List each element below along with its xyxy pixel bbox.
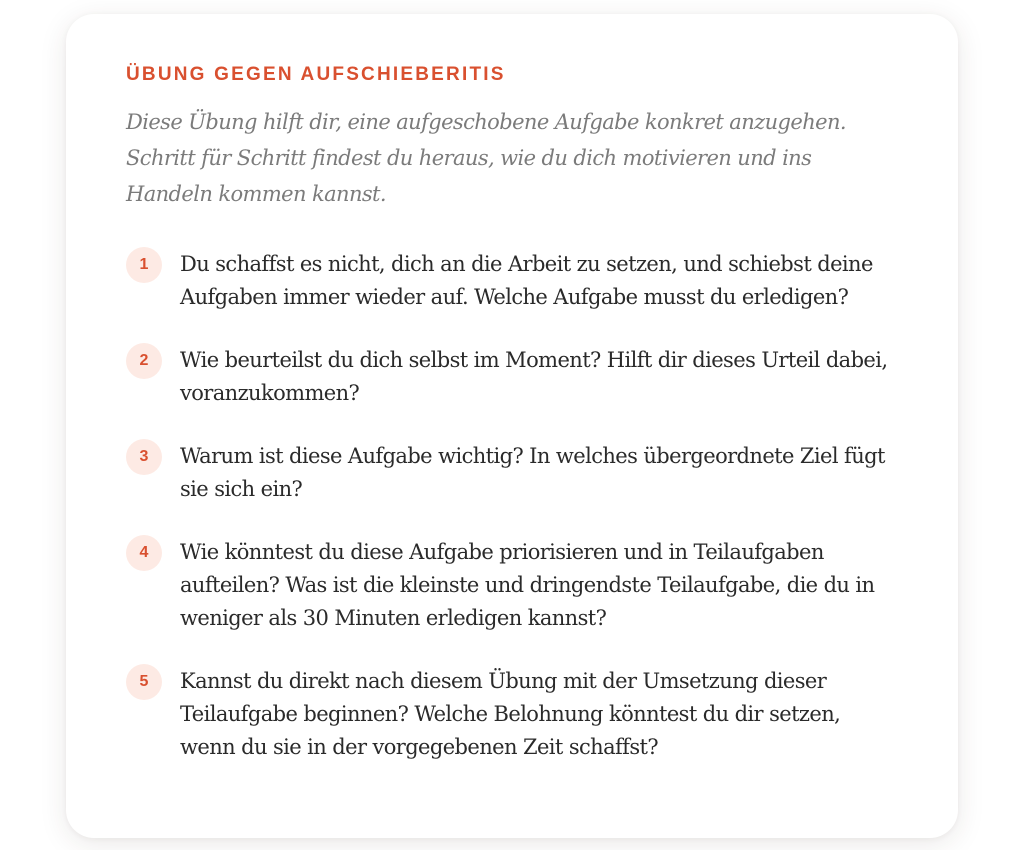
step-text: Du schaffst es nicht, dich an die Arbeit zu setzen, und schiebst deine Aufgaben immer wieder auf. Welche Aufgabe musst du erledigen? (180, 252, 873, 309)
step-number-badge: 2 (126, 343, 162, 379)
step-item-3 (126, 440, 898, 506)
step-item-1 (126, 248, 898, 314)
step-number-badge: 5 (126, 664, 162, 700)
step-text: Wie könntest du diese Aufgabe priorisieren und in Teilaufgaben aufteilen? Was ist die kleinste und dringendste Teilaufgabe, die du in weniger als 30 Minuten erledigen kannst? (180, 540, 875, 630)
exercise-card (66, 14, 958, 838)
exercise-intro: Diese Übung hilft dir, eine aufgeschobene Aufgabe konkret anzugehen. Schritt für Schritt findest du heraus, wie du dich motivieren und ins Handeln kommen kannst. (126, 110, 846, 206)
step-number-badge: 3 (126, 439, 162, 475)
step-item-5 (126, 665, 898, 764)
exercise-eyebrow: ÜBUNG GEGEN AUFSCHIEBERITIS (126, 64, 506, 85)
step-text: Wie beurteilst du dich selbst im Moment? Hilft dir dieses Urteil dabei, voranzukommen? (180, 348, 888, 405)
step-number-badge: 4 (126, 535, 162, 571)
step-text: Warum ist diese Aufgabe wichtig? In welches übergeordnete Ziel fügt sie sich ein? (180, 444, 885, 501)
step-item-4 (126, 536, 898, 635)
step-number-badge: 1 (126, 247, 162, 283)
step-text: Kannst du direkt nach diesem Übung mit der Umsetzung dieser Teilaufgabe beginnen? Welche Belohnung könntest du dir setzen, wenn du sie in der vorgegebenen Zeit schaffst? (180, 669, 841, 759)
step-item-2 (126, 344, 898, 410)
step-list (126, 248, 898, 764)
